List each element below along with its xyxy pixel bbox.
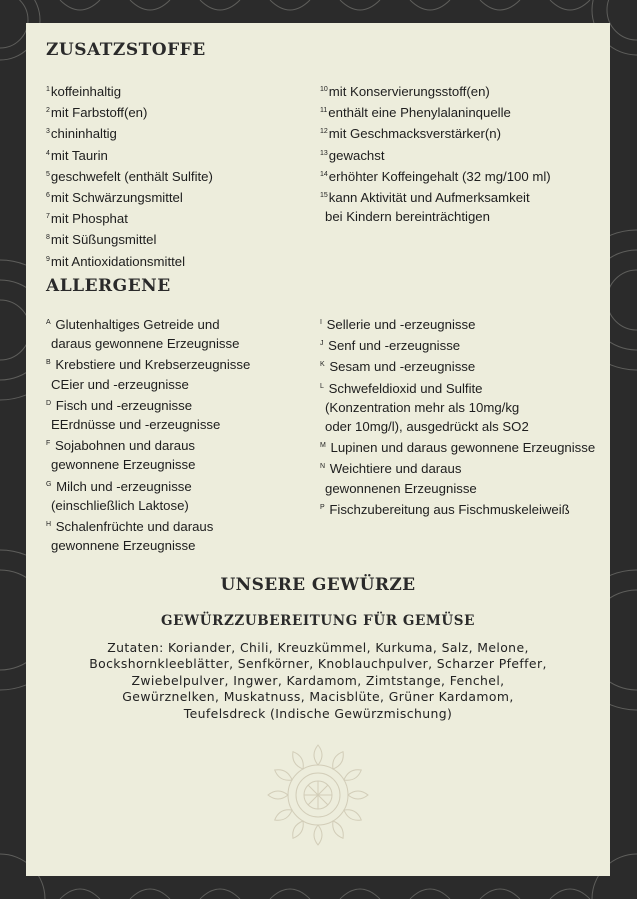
- additive-item: $^2$mit Farbstoff(en): [46, 105, 148, 121]
- allergen-item-continuation: CEier und -erzeugnisse: [51, 376, 189, 392]
- allergen-item-continuation: EErdnüsse und -erzeugnisse: [51, 417, 221, 433]
- allergen-item: $^K$ Sesam und -erzeugnisse: [320, 359, 476, 375]
- allergen-item-continuation: daraus gewonnene Erzeugnisse: [51, 336, 240, 352]
- allergens-right-list: [320, 313, 595, 519]
- additive-item: $^4$mit Taurin: [46, 147, 108, 163]
- additive-item: $^3$chininhaltig: [46, 126, 117, 142]
- ingredients-line: Teufelsdreck (Indische Gewürzmischung): [183, 705, 453, 721]
- mandala-ornament-icon: [266, 743, 370, 847]
- allergen-item: $^B$ Krebstiere und Krebserzeugnisse: [46, 357, 251, 373]
- ingredients-line: Zwiebelpulver, Ingwer, Kardamom, Zimtstange, Fenchel,: [131, 672, 505, 688]
- allergen-item: $^M$ Lupinen und daraus gewonnene Erzeugnisse: [320, 440, 596, 456]
- spices-subheading: GEWÜRZZUBEREITUNG FÜR GEMÜSE: [160, 613, 476, 629]
- ingredients-line: Bockshornkleeblätter, Senfkörner, Knoblauchpulver, Scharzer Pfeffer,: [89, 656, 547, 672]
- allergen-item: $^G$ Milch und -erzeugnisse: [46, 478, 192, 494]
- allergen-item: $^I$ Sellerie und -erzeugnisse: [320, 317, 476, 332]
- allergen-item: $^J$ Senf und -erzeugnisse: [320, 338, 461, 354]
- additive-item: $^9$mit Antioxidationsmittel: [46, 253, 186, 269]
- allergen-item: $^D$ Fisch und -erzeugnisse: [46, 397, 193, 413]
- spices-ingredients: [26, 640, 610, 722]
- additives-heading: ZUSATZSTOFFE: [46, 40, 206, 60]
- additive-item: $^{10}$mit Konservierungsstoff(en): [320, 84, 490, 99]
- additive-item: $^1$koffeinhaltig: [46, 84, 122, 99]
- allergen-item: $^H$ Schalenfrüchte und daraus: [46, 519, 214, 535]
- additive-item: $^5$geschwefelt (enthält Sulfite): [46, 168, 213, 184]
- allergen-item-continuation: oder 10mg/l), ausgedrückt als SO2: [325, 419, 529, 435]
- additive-item: $^{13}$gewachst: [320, 147, 385, 163]
- info-card: [26, 23, 610, 876]
- additives-right-list: [320, 80, 551, 226]
- allergen-item: $^P$ Fischzubereitung aus Fischmuskeleiweiß: [320, 501, 570, 517]
- allergens-left-list: [46, 313, 250, 555]
- additives-left-list: [46, 80, 213, 271]
- allergen-item-continuation: (einschließlich Laktose): [51, 497, 189, 513]
- spices-heading: UNSERE GEWÜRZE: [220, 575, 416, 595]
- allergen-item-continuation: gewonnenen Erzeugnisse: [325, 480, 477, 496]
- additive-item-continuation: bei Kindern bereinträchtigen: [325, 209, 490, 225]
- additive-item: $^6$mit Schwärzungsmittel: [46, 190, 183, 206]
- allergen-item-continuation: (Konzentration mehr als 10mg/kg: [325, 399, 520, 415]
- ingredients-line: Zutaten: Koriander, Chili, Kreuzkümmel, Kurkuma, Salz, Melone,: [107, 640, 529, 655]
- allergen-item: $^F$ Sojabohnen und daraus: [46, 438, 195, 454]
- allergens-heading: ALLERGENE: [46, 276, 171, 296]
- allergen-item-continuation: gewonnene Erzeugnisse: [51, 457, 196, 473]
- additive-item: $^8$mit Süßungsmittel: [46, 232, 157, 248]
- additive-item: $^{15}$kann Aktivität und Aufmerksamkeit: [320, 190, 530, 206]
- additive-item: $^{12}$mit Geschmacksverstärker(n): [320, 126, 501, 142]
- additive-item: $^7$mit Phosphat: [46, 211, 128, 227]
- allergen-item: $^A$ Glutenhaltiges Getreide und: [46, 317, 220, 332]
- allergen-item-continuation: gewonnene Erzeugnisse: [51, 538, 196, 554]
- allergen-item: $^N$ Weichtiere und daraus: [320, 461, 462, 477]
- ingredients-line: Gewürznelken, Muskatnuss, Macisblüte, Grüner Kardamom,: [122, 689, 514, 705]
- allergen-item: $^L$ Schwefeldioxid und Sulfite: [320, 380, 483, 396]
- additive-item: $^{11}$enthält eine Phenylalaninquelle: [320, 105, 511, 121]
- additive-item: $^{14}$erhöhter Koffeingehalt (32 mg/100 ml): [320, 168, 551, 184]
